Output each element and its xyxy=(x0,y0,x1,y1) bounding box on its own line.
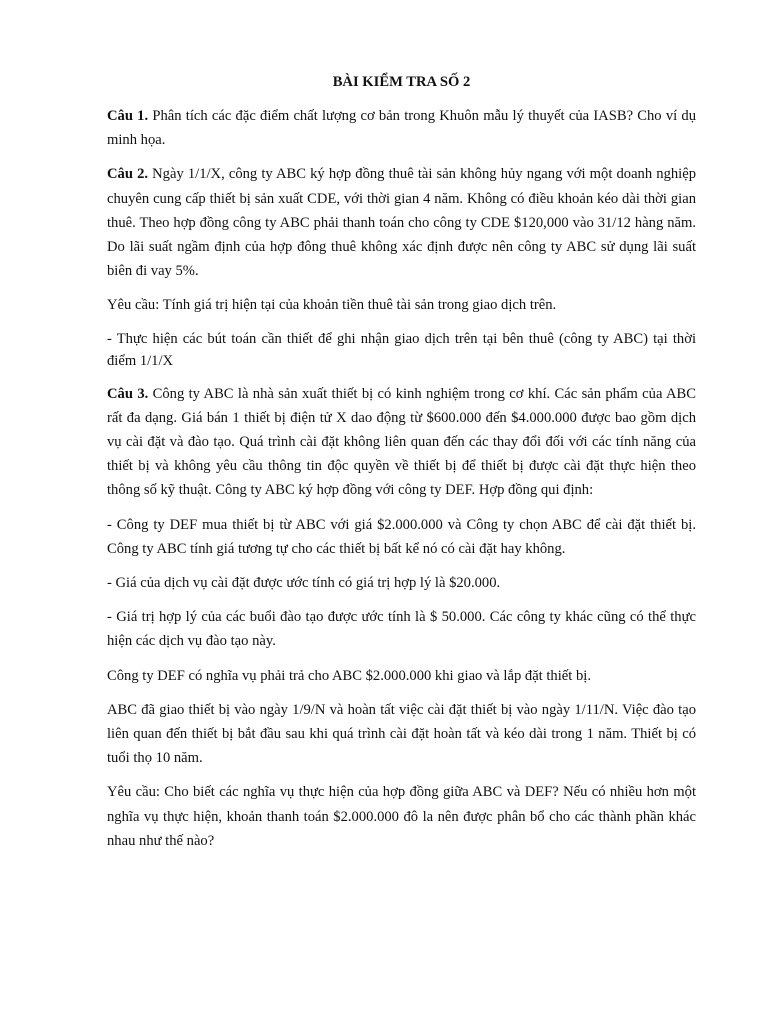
paragraph-text: Yêu cầu: Tính giá trị hiện tại của khoản tiền thuê tài sản trong giao dịch trên. xyxy=(107,297,557,314)
paragraph xyxy=(107,382,696,503)
paragraph-text: - Giá trị hợp lý của các buổi đào tạo được ước tính là $ 50.000. Các công ty khác cũng có thể thực hiện các dịch vụ đào tạo này. xyxy=(107,609,696,650)
paragraph-text: Công ty ABC là nhà sản xuất thiết bị có kinh nghiệm trong cơ khí. Các sản phẩm của ABC rất đa dạng. Giá bán 1 thiết bị điện tử X dao động từ $600.000 đến $4.000.000 được bao gồm dịch vụ cài đặt và đào tạo. Quá trình cài đặt không liên quan đến các thay đổi đối với các tính năng của thiết bị và không yêu cầu thông tin độc quyền về thiết bị để thiết bị được cài đặt thực hiện theo thông số kỹ thuật. Công ty ABC ký hợp đồng với công ty DEF. Hợp đồng qui định: xyxy=(107,385,696,499)
question-label: Câu 3. xyxy=(107,385,149,402)
paragraph-text: Yêu cầu: Cho biết các nghĩa vụ thực hiện của hợp đồng giữa ABC và DEF? Nếu có nhiều hơn một nghĩa vụ thực hiện, khoản thanh toán $2.000.000 đô la nên được phân bổ cho các thành phần khác nhau như thế nào? xyxy=(107,784,696,849)
paragraph xyxy=(107,605,696,653)
document-page xyxy=(107,70,696,863)
question-label: Câu 2. xyxy=(107,166,149,183)
paragraph-text: Ngày 1/1/X, công ty ABC ký hợp đồng thuê tài sản không hủy ngang với một doanh nghiệp chuyên cung cấp thiết bị sản xuất CDE, với thời gian 4 năm. Không có điều khoản kéo dài thời gian thuê. Theo hợp đồng công ty ABC phải thanh toán cho công ty CDE $120,000 vào 31/12 hàng năm. Do lãi suất ngầm định của hợp đông thuê không xác định được nên công ty ABC sử dụng lãi suất biên đi vay 5%. xyxy=(107,166,696,280)
paragraph xyxy=(107,162,696,283)
paragraph xyxy=(107,104,696,152)
paragraph-text: Phân tích các đặc điểm chất lượng cơ bản trong Khuôn mẫu lý thuyết của IASB? Cho ví dụ minh họa. xyxy=(107,108,697,149)
paragraph xyxy=(107,293,696,317)
paragraph xyxy=(107,698,696,771)
paragraph xyxy=(107,571,696,595)
paragraph-text: - Thực hiện các bút toán cần thiết để ghi nhận giao dịch trên tại bên thuê (công ty ABC) tại thời điểm 1/1/X xyxy=(107,330,696,369)
document-title: BÀI KIỂM TRA SỐ 2 xyxy=(332,74,471,90)
paragraph xyxy=(107,664,696,688)
document-body xyxy=(107,104,696,853)
paragraph-text: Công ty DEF có nghĩa vụ phải trả cho ABC $2.000.000 khi giao và lắp đặt thiết bị. xyxy=(107,667,591,684)
paragraph xyxy=(107,780,696,853)
paragraph-text: - Giá của dịch vụ cài đặt được ước tính có giá trị hợp lý là $20.000. xyxy=(107,575,501,592)
paragraph-text: - Công ty DEF mua thiết bị từ ABC với giá $2.000.000 và Công ty chọn ABC để cài đặt thiết bị. Công ty ABC tính giá tương tự cho các thiết bị bất kể nó có cài đặt hay không. xyxy=(107,516,696,557)
paragraph-text: ABC đã giao thiết bị vào ngày 1/9/N và hoàn tất việc cài đặt thiết bị vào ngày 1/11/N. Việc đào tạo liên quan đến thiết bị bắt đầu sau khi quá trình cài đặt hoàn tất và kéo dài trong 1 năm. Thiết bị có tuổi thọ 10 năm. xyxy=(107,701,696,767)
paragraph xyxy=(107,328,696,372)
paragraph xyxy=(107,513,696,561)
question-label: Câu 1. xyxy=(107,108,149,124)
